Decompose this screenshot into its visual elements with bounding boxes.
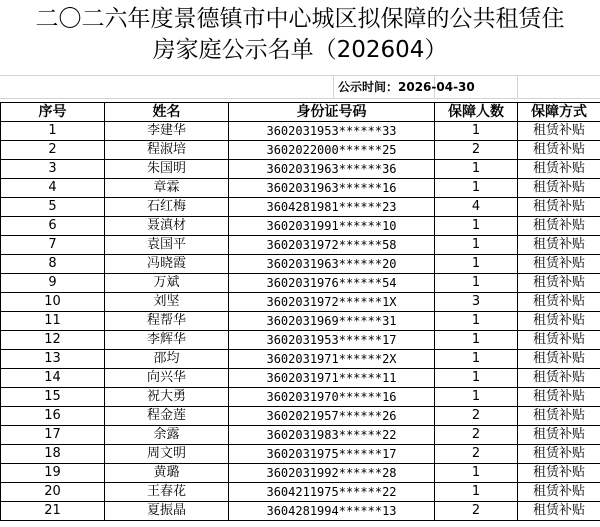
cell-method: 租赁补贴: [518, 198, 600, 217]
cell-id-number: 3602031976******54: [229, 274, 435, 293]
grid-line: [333, 76, 334, 98]
cell-method: 租赁补贴: [518, 350, 600, 369]
cell-persons: 2: [435, 426, 518, 445]
table-row: [1, 426, 600, 445]
cell-name: 刘坚: [105, 293, 229, 312]
column-header-persons: 保障人数: [435, 103, 518, 122]
cell-method: 租赁补贴: [518, 369, 600, 388]
cell-id-number: 3602031972******58: [229, 236, 435, 255]
cell-id-number: 3602031963******36: [229, 160, 435, 179]
document-title: [0, 4, 600, 66]
cell-serial: 18: [1, 445, 105, 464]
cell-id-number: 3602031953******17: [229, 331, 435, 350]
cell-name: 李建华: [105, 122, 229, 141]
cell-method: 租赁补贴: [518, 331, 600, 350]
cell-name: 余露: [105, 426, 229, 445]
cell-persons: 1: [435, 255, 518, 274]
grid-line: [517, 76, 518, 98]
table-row: [1, 122, 600, 141]
cell-id-number: 3602031953******33: [229, 122, 435, 141]
table-row: [1, 236, 600, 255]
cell-method: 租赁补贴: [518, 445, 600, 464]
cell-persons: 1: [435, 369, 518, 388]
cell-id-number: 3602031971******11: [229, 369, 435, 388]
publish-date: 公示时间：2026-04-30: [338, 80, 475, 94]
cell-name: 朱国明: [105, 160, 229, 179]
cell-method: 租赁补贴: [518, 160, 600, 179]
cell-id-number: 3602031969******31: [229, 312, 435, 331]
cell-method: 租赁补贴: [518, 255, 600, 274]
cell-persons: 2: [435, 445, 518, 464]
cell-id-number: 3602021957******26: [229, 407, 435, 426]
table-body: [1, 122, 600, 521]
cell-serial: 10: [1, 293, 105, 312]
cell-persons: 1: [435, 122, 518, 141]
cell-id-number: 3604281994******13: [229, 502, 435, 521]
table-row: [1, 369, 600, 388]
table-row: [1, 388, 600, 407]
cell-serial: 8: [1, 255, 105, 274]
cell-serial: 11: [1, 312, 105, 331]
cell-serial: 3: [1, 160, 105, 179]
cell-persons: 1: [435, 464, 518, 483]
table-row: [1, 141, 600, 160]
cell-name: 聂滇材: [105, 217, 229, 236]
publish-date-row: [0, 75, 600, 99]
cell-id-number: 3602031963******16: [229, 179, 435, 198]
column-header-id-number: 身份证号码: [229, 103, 435, 122]
cell-persons: 1: [435, 274, 518, 293]
cell-name: 程帮华: [105, 312, 229, 331]
table-row: [1, 217, 600, 236]
cell-serial: 7: [1, 236, 105, 255]
cell-method: 租赁补贴: [518, 217, 600, 236]
cell-id-number: 3602022000******25: [229, 141, 435, 160]
table-row: [1, 331, 600, 350]
cell-persons: 1: [435, 350, 518, 369]
cell-id-number: 3602031975******17: [229, 445, 435, 464]
cell-id-number: 3602031971******2X: [229, 350, 435, 369]
cell-persons: 1: [435, 331, 518, 350]
cell-serial: 21: [1, 502, 105, 521]
cell-serial: 19: [1, 464, 105, 483]
cell-name: 周文明: [105, 445, 229, 464]
title-line-1: 二〇二六年度景德镇市中心城区拟保障的公共租赁住: [35, 6, 565, 32]
cell-id-number: 3604211975******22: [229, 483, 435, 502]
roster-table: [0, 102, 600, 521]
cell-name: 黄璐: [105, 464, 229, 483]
cell-persons: 1: [435, 388, 518, 407]
cell-id-number: 3602031992******28: [229, 464, 435, 483]
table-row: [1, 255, 600, 274]
cell-id-number: 3602031970******16: [229, 388, 435, 407]
cell-name: 向兴华: [105, 369, 229, 388]
cell-serial: 20: [1, 483, 105, 502]
cell-method: 租赁补贴: [518, 502, 600, 521]
cell-method: 租赁补贴: [518, 141, 600, 160]
cell-persons: 2: [435, 407, 518, 426]
cell-persons: 4: [435, 198, 518, 217]
cell-serial: 13: [1, 350, 105, 369]
cell-method: 租赁补贴: [518, 464, 600, 483]
table-row: [1, 502, 600, 521]
table-row: [1, 179, 600, 198]
cell-persons: 1: [435, 312, 518, 331]
table-row: [1, 160, 600, 179]
cell-method: 租赁补贴: [518, 293, 600, 312]
cell-serial: 12: [1, 331, 105, 350]
cell-name: 章霖: [105, 179, 229, 198]
cell-name: 邵均: [105, 350, 229, 369]
cell-method: 租赁补贴: [518, 483, 600, 502]
cell-id-number: 3602031963******20: [229, 255, 435, 274]
cell-serial: 9: [1, 274, 105, 293]
cell-persons: 3: [435, 293, 518, 312]
cell-serial: 16: [1, 407, 105, 426]
cell-name: 程金莲: [105, 407, 229, 426]
table-row: [1, 198, 600, 217]
cell-serial: 1: [1, 122, 105, 141]
cell-serial: 4: [1, 179, 105, 198]
cell-name: 石红梅: [105, 198, 229, 217]
table-row: [1, 445, 600, 464]
table-row: [1, 350, 600, 369]
cell-persons: 2: [435, 141, 518, 160]
cell-name: 夏振晶: [105, 502, 229, 521]
cell-name: 祝大勇: [105, 388, 229, 407]
cell-name: 王春花: [105, 483, 229, 502]
cell-serial: 14: [1, 369, 105, 388]
cell-method: 租赁补贴: [518, 274, 600, 293]
table-row: [1, 274, 600, 293]
table-row: [1, 312, 600, 331]
cell-method: 租赁补贴: [518, 236, 600, 255]
cell-id-number: 3604281981******23: [229, 198, 435, 217]
cell-serial: 5: [1, 198, 105, 217]
cell-method: 租赁补贴: [518, 179, 600, 198]
cell-serial: 17: [1, 426, 105, 445]
cell-persons: 2: [435, 502, 518, 521]
cell-name: 冯晓霞: [105, 255, 229, 274]
table-header-row: [1, 103, 600, 122]
cell-id-number: 3602031972******1X: [229, 293, 435, 312]
cell-method: 租赁补贴: [518, 407, 600, 426]
cell-serial: 15: [1, 388, 105, 407]
table-row: [1, 464, 600, 483]
table-row: [1, 483, 600, 502]
cell-name: 李辉华: [105, 331, 229, 350]
cell-name: 程淑培: [105, 141, 229, 160]
cell-id-number: 3602031983******22: [229, 426, 435, 445]
cell-method: 租赁补贴: [518, 122, 600, 141]
cell-id-number: 3602031991******10: [229, 217, 435, 236]
cell-persons: 1: [435, 160, 518, 179]
cell-method: 租赁补贴: [518, 312, 600, 331]
table-row: [1, 407, 600, 426]
cell-persons: 1: [435, 217, 518, 236]
column-header-name: 姓名: [105, 103, 229, 122]
cell-serial: 6: [1, 217, 105, 236]
cell-persons: 1: [435, 236, 518, 255]
column-header-serial: 序号: [1, 103, 105, 122]
cell-serial: 2: [1, 141, 105, 160]
table-row: [1, 293, 600, 312]
cell-method: 租赁补贴: [518, 388, 600, 407]
cell-persons: 1: [435, 483, 518, 502]
title-line-2: 房家庭公示名单（202604）: [152, 37, 448, 63]
cell-name: 万斌: [105, 274, 229, 293]
cell-name: 袁国平: [105, 236, 229, 255]
cell-persons: 1: [435, 179, 518, 198]
column-header-method: 保障方式: [518, 103, 600, 122]
cell-method: 租赁补贴: [518, 426, 600, 445]
